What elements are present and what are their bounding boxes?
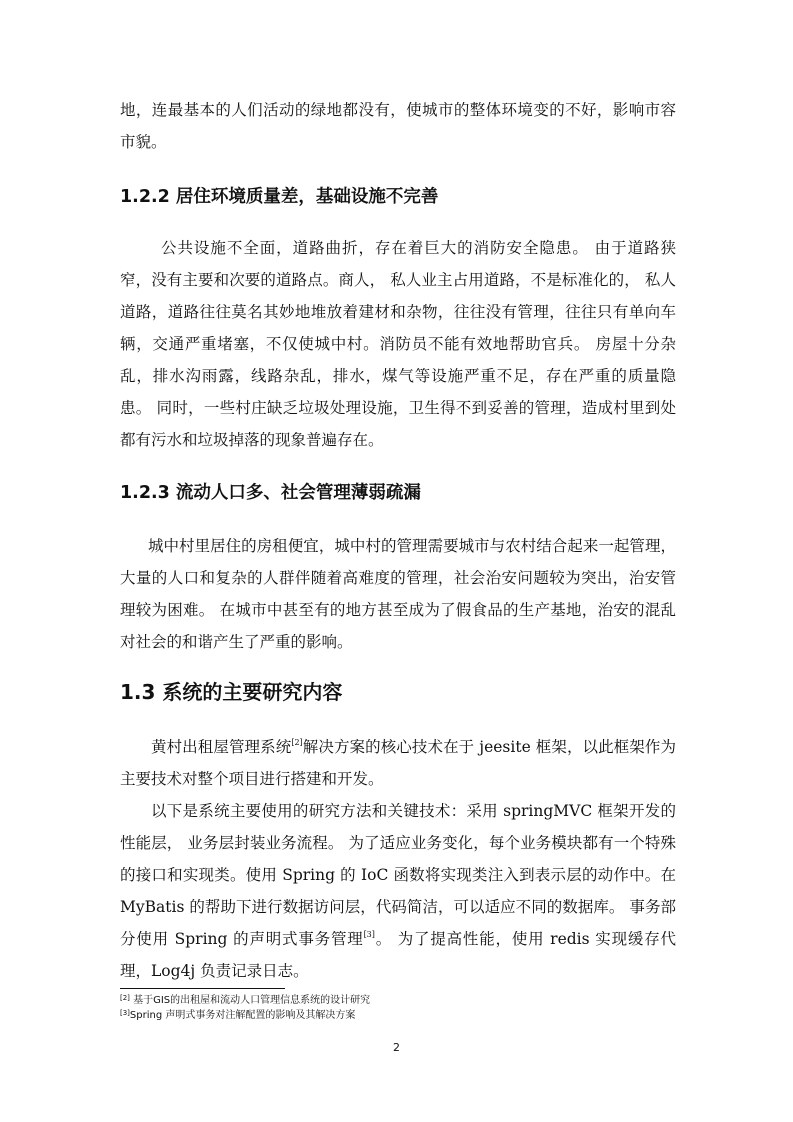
heading-1-3: 1.3 系统的主要研究内容 bbox=[120, 680, 343, 704]
paragraph-continued: 地，连最基本的人们活动的绿地都没有，使城市的整体环境变的不好，影响市容市貌。 bbox=[120, 101, 676, 151]
heading-1-2-2: 1.2.2 居住环境质量差，基础设施不完善 bbox=[120, 187, 439, 207]
footnote-divider bbox=[120, 988, 285, 989]
paragraph-population: 城中村里居住的房租便宜，城中村的管理需要城市与农村结合起来一起管理，大量的人口和复杂的人群伴随着高难度的管理，社会治安问题较为突出，治安管理较为困难。 在城市中甚至有的地方甚至成为了假食品的生产基地，治安的混乱对社会的和谐产生了严重的影响。 bbox=[120, 537, 676, 651]
footnote-2: [2] 基于GIS的出租屋和流动人口管理信息系统的设计研究 bbox=[120, 994, 371, 1006]
footnote-3: [3]Spring 声明式事务对注解配置的影响及其解决方案 bbox=[120, 1009, 356, 1021]
paragraph-infrastructure: 公共设施不全面，道路曲折，存在着巨大的消防安全隐患。 由于道路狭窄，没有主要和次要的道路点。商人， 私人业主占用道路，不是标准化的， 私人道路，道路往往莫名其妙地堆放着建材和杂物，往往没有管理，往往只有单向车辆，交通严重堵塞，不仅使城中村。消防员不能有效地帮助官兵。 房屋十分杂乱，排水沟雨露，线路杂乱，排水，煤气等设施严重不足，存在严重的质量隐患。 同时，一些村庄缺乏垃圾处理设施，卫生得不到妥善的管理，造成村里到处都有污水和垃圾掉落的现象普遍存在。 bbox=[120, 239, 676, 449]
paragraph-methods: 以下是系统主要使用的研究方法和关键技术：采用 springMVC 框架开发的性能层， 业务层封装业务流程。 为了适应业务变化，每个业务模块都有一个特殊的接口和实现类。使用 Spring 的 IoC 函数将实现类注入到表示层的动作中。在 MyBatis 的帮助下进行数据访问层，代码简洁，可以适应不同的数据库。 事务部分使用 Spring 的声明式事务管理[3]。 为了提高性能，使用 redis 实现缓存代理，Log4j 负责记录日志。 bbox=[120, 802, 676, 980]
page-number: 2 bbox=[393, 1041, 400, 1054]
paragraph-core-tech: 黄村出租屋管理系统[2]解决方案的核心技术在于 jeesite 框架，以此框架作为主要技术对整个项目进行搭建和开发。 bbox=[120, 738, 676, 788]
heading-1-2-3: 1.2.3 流动人口多、社会管理薄弱疏漏 bbox=[120, 483, 421, 503]
citation-ref-3: [3] bbox=[363, 930, 375, 939]
citation-ref-2: [2] bbox=[291, 738, 303, 747]
